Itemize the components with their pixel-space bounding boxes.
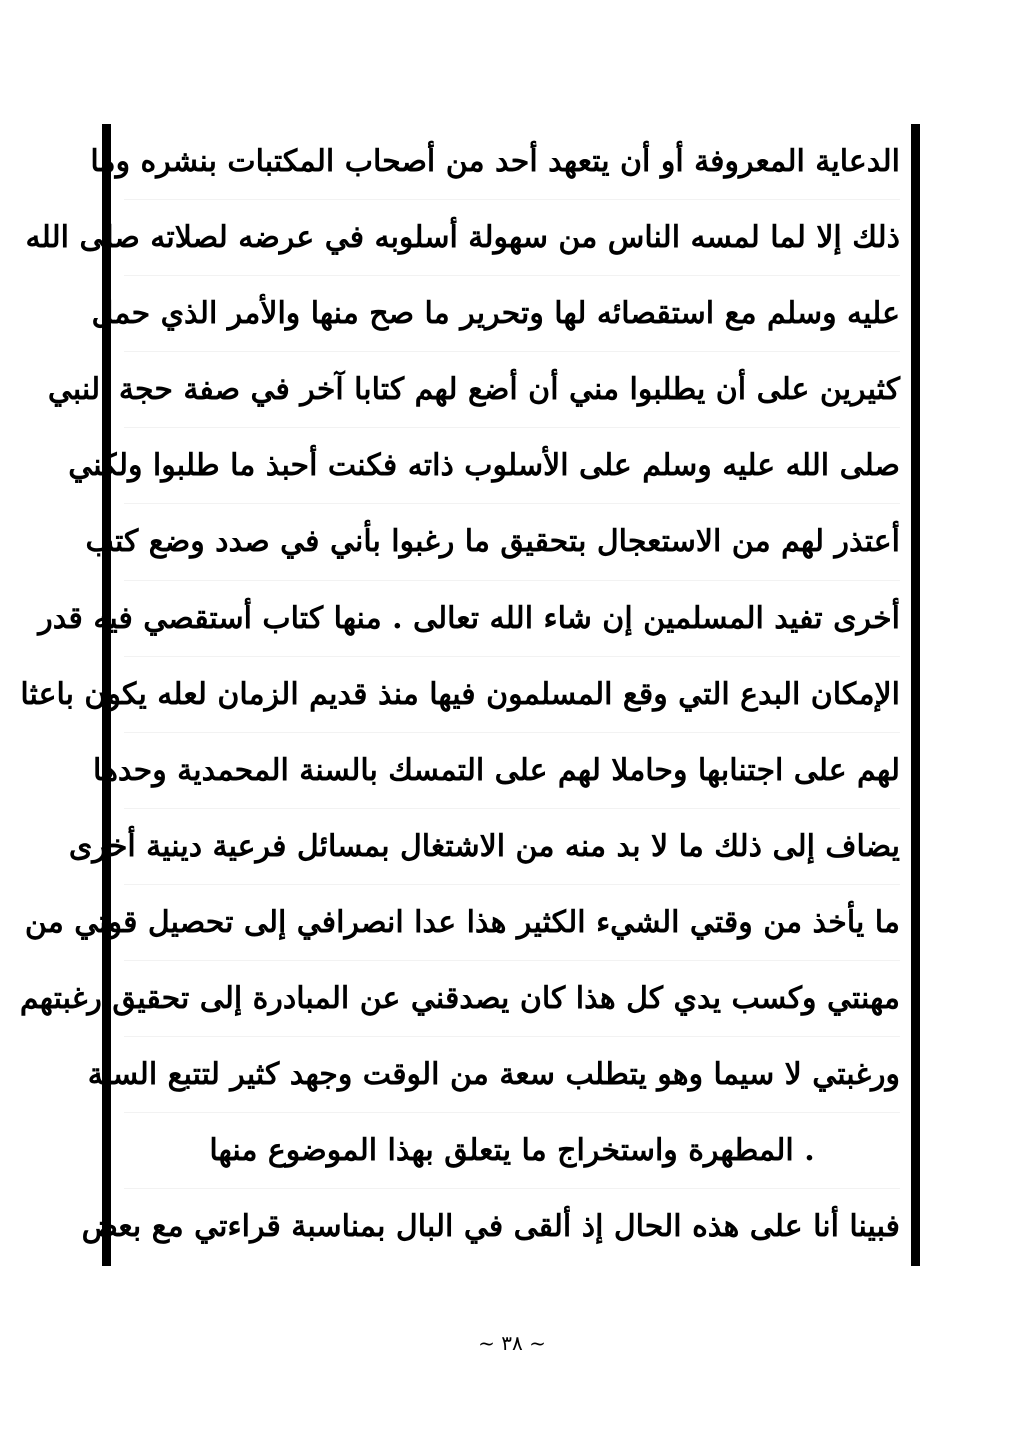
text-line-14: . المطهرة واستخراج ما يتعلق بهذا الموضوع منها <box>124 1113 900 1189</box>
text-line-15: فبينا أنا على هذه الحال إذ ألقى في البال بمناسبة قراءتي مع بعض <box>81 1209 900 1245</box>
body-text <box>19 124 900 1266</box>
text-line-4: كثيرين على أن يطلبوا مني أن أضع لهم كتابا آخر في صفة حجة النبي <box>124 352 900 428</box>
text-line-9: لهم على اجتنابها وحاملا لهم على التمسك بالسنة المحمدية وحدها <box>124 733 900 809</box>
text-line-1: الدعاية المعروفة أو أن يتعهد أحد من أصحاب المكتبات بنشره وما <box>124 124 900 200</box>
text-line-7: أخرى تفيد المسلمين إن شاء الله تعالى . منها كتاب أستقصي فيه قدر <box>124 581 900 657</box>
text-line-5: صلى الله عليه وسلم على الأسلوب ذاته فكنت أحبذ ما طلبوا ولكني <box>124 428 900 504</box>
text-line-10: يضاف إلى ذلك ما لا بد منه من الاشتغال بمسائل فرعية دينية أخرى <box>124 809 900 885</box>
text-line-13: ورغبتي لا سيما وهو يتطلب سعة من الوقت وجهد كثير لتتبع السنة <box>124 1037 900 1113</box>
page-number: ~ ٣٨ ~ <box>478 1331 546 1355</box>
text-line-6: أعتذر لهم من الاستعجال بتحقيق ما رغبوا بأني في صدد وضع كتب <box>124 504 900 580</box>
right-frame-bar <box>911 124 920 1266</box>
text-line-3: عليه وسلم مع استقصائه لها وتحرير ما صح منها والأمر الذي حمل <box>124 276 900 352</box>
text-line-8: الإمكان البدع التي وقع المسلمون فيها منذ قديم الزمان لعله يكون باعثا <box>124 657 900 733</box>
text-line-2: ذلك إلا لما لمسه الناس من سهولة أسلوبه في عرضه لصلاته صلى الله <box>124 200 900 276</box>
text-line-11: ما يأخذ من وقتي الشيء الكثير هذا عدا انصرافي إلى تحصيل قوتي من <box>124 885 900 961</box>
text-line-12: مهنتي وكسب يدي كل هذا كان يصدقني عن المبادرة إلى تحقيق رغبتهم <box>124 961 900 1037</box>
